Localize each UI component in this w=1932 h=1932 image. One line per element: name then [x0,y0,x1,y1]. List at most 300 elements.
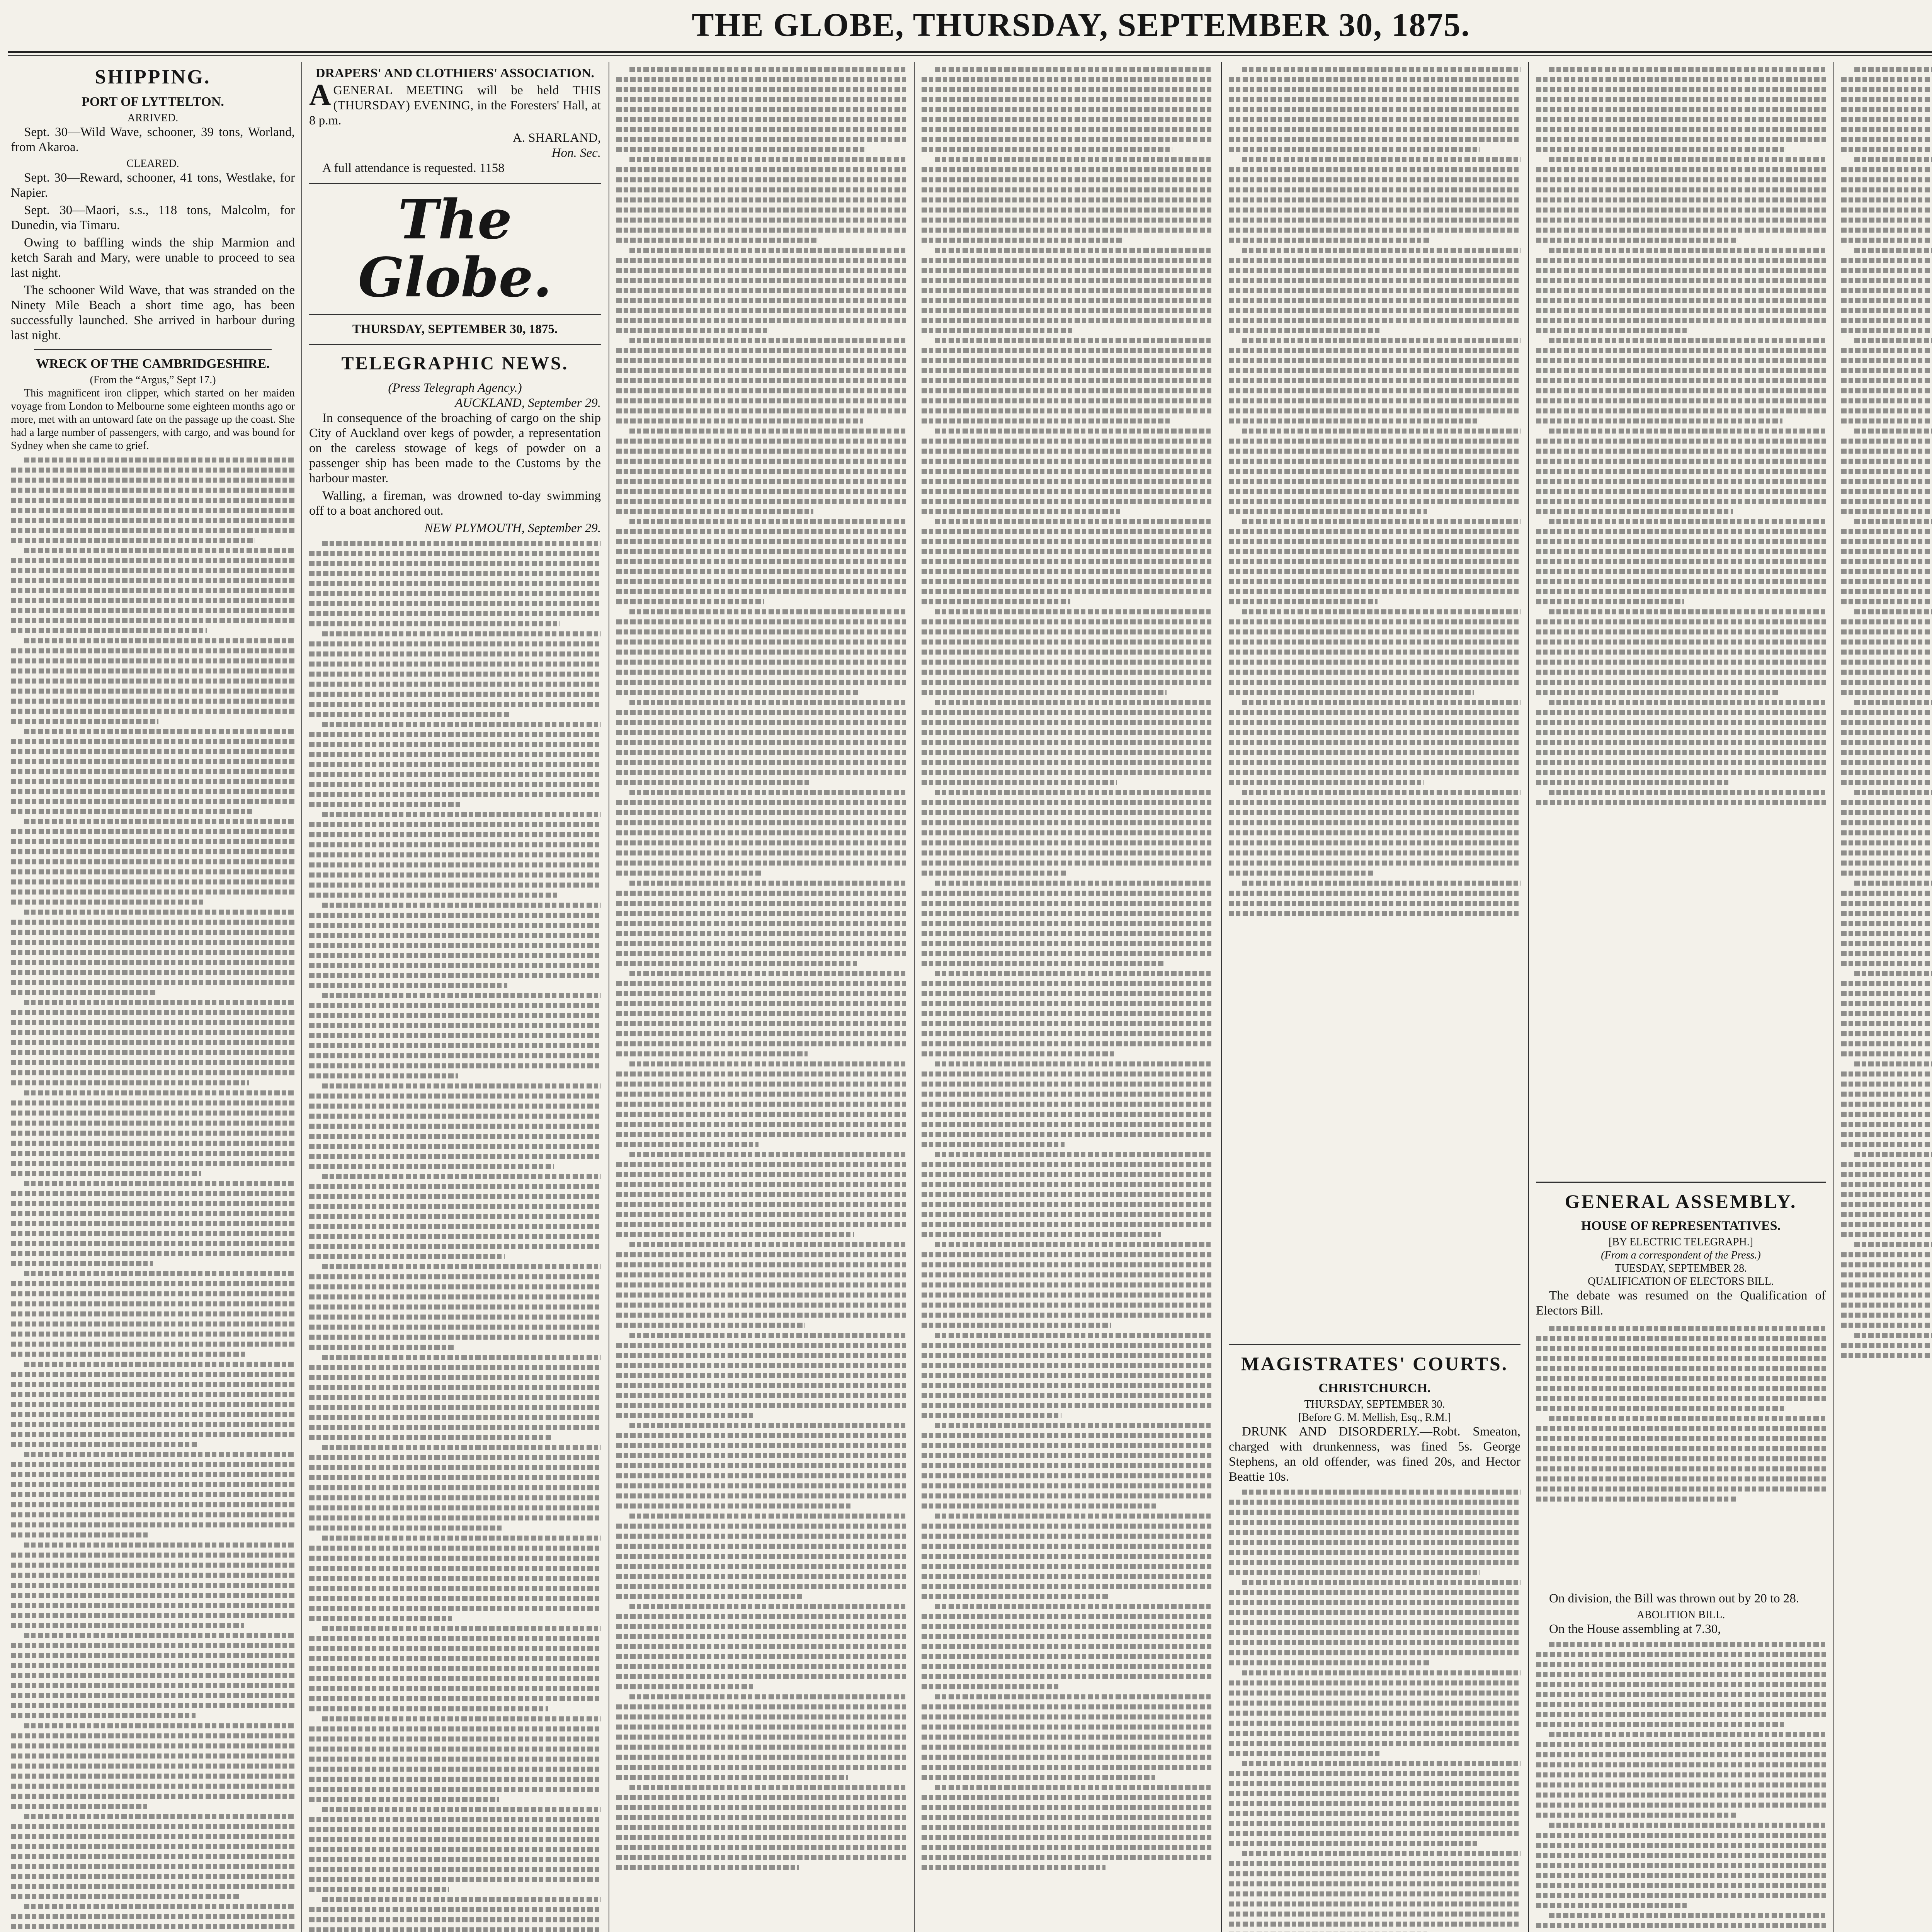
text-line-texture [935,1242,1213,1247]
text-line-texture [935,1061,1213,1066]
text-line-texture [1229,901,1520,906]
text-line-texture [309,1747,601,1752]
text-line-texture [322,1264,601,1269]
text-line-texture [922,1162,1213,1167]
text-line-texture [309,1164,554,1169]
text-line-texture [922,770,1213,775]
text-line-texture [1841,559,1932,564]
text-line-texture [1536,459,1826,464]
text-line-texture [629,429,906,434]
text-line-texture [11,1301,295,1306]
text-line-texture [322,541,601,546]
text-line-texture [11,668,295,673]
text-line-texture [1841,398,1932,403]
text-line-texture [1536,1346,1826,1351]
text-line-texture [1841,911,1932,916]
text-line-texture [309,1656,601,1661]
text-line-texture [1536,1873,1826,1878]
text-line-texture [322,1445,601,1450]
text-line-texture [922,1443,1213,1448]
text-line-texture [24,457,295,463]
text-line-texture [922,750,1213,755]
text-line-texture [922,1373,1213,1378]
text-line-texture [11,1743,295,1748]
text-line-texture [616,509,813,514]
text-line-texture [1536,107,1826,112]
text-line-texture [1841,619,1932,624]
text-line-texture [11,709,295,714]
text-line-texture [922,499,1213,504]
text-line-texture [309,1515,601,1520]
text-line-texture [11,739,295,744]
text-line-texture [1841,871,1932,876]
cleared-entry: Sept. 30—Maori, s.s., 118 tons, Malcolm, for Dunedin, via Timaru. [11,203,295,232]
text-line-texture [616,680,906,685]
text-line-texture [616,1041,906,1046]
text-line-texture [1841,77,1932,82]
text-line-texture [1229,1891,1520,1896]
text-line-texture [935,881,1213,886]
text-line-texture [922,1825,1213,1830]
text-line-texture [616,1293,906,1298]
text-line-texture [629,1604,906,1609]
text-line-texture [11,930,295,935]
text-line-texture [1841,991,1932,996]
text-line-texture [935,1152,1213,1157]
text-line-texture [922,469,1213,474]
text-line-texture [309,1817,601,1822]
text-line-texture [616,1393,906,1398]
text-line-texture [1229,619,1520,624]
text-line-texture [616,1855,906,1860]
text-line-texture [1229,117,1520,122]
text-line-texture [922,368,1213,373]
text-line-texture [616,1614,906,1619]
column-divider [914,62,915,1932]
text-line-texture [616,268,906,273]
text-line-texture [309,1184,601,1189]
text-line-texture [616,1584,906,1589]
text-line-texture [11,1291,295,1296]
text-line-texture [11,1281,295,1286]
text-line-texture [616,931,906,936]
text-line-texture [11,1522,295,1527]
text-line-texture [1841,318,1932,323]
text-line-texture [1841,810,1932,815]
text-line-texture [1229,911,1520,916]
text-line-texture [1841,207,1932,213]
text-line-texture [922,1503,1158,1509]
text-line-texture [922,197,1213,202]
text-line-texture [922,1614,1213,1619]
text-line-texture [922,1755,1213,1760]
text-line-texture [922,1021,1213,1026]
text-line-texture [309,1114,601,1119]
article-body-filler [11,457,295,1932]
text-line-texture [1229,690,1474,695]
text-line-texture [1536,1833,1826,1838]
text-line-texture [616,1001,906,1006]
column-1 [11,62,295,1932]
telegram: Walling, a fireman, was drowned to-day swimming off to a boat anchored out. [309,489,601,518]
text-line-texture [1854,1242,1932,1247]
text-line-texture [922,1212,1213,1217]
text-line-texture [11,779,295,784]
text-line-texture [616,368,906,373]
text-line-texture [1841,469,1932,474]
text-line-texture [24,1362,295,1367]
text-line-texture [922,1202,1213,1207]
text-line-texture [616,639,906,645]
text-line-texture [616,1182,906,1187]
text-line-texture [935,790,1213,795]
text-line-texture [309,1736,601,1742]
text-line-texture [1229,670,1520,675]
text-line-texture [616,559,906,564]
text-line-texture [1229,529,1520,534]
text-line-texture [309,1003,601,1008]
text-line-texture [322,1897,601,1902]
drapers-sign-title: Hon. Sec. [551,146,601,160]
text-line-texture [11,1683,295,1688]
text-line-texture [1841,278,1932,283]
text-line-texture [1229,479,1520,484]
text-line-texture [11,1532,150,1537]
text-line-texture [922,569,1213,574]
text-line-texture [309,923,601,928]
debate-text: The debate was resumed on the Qualification of Electors Bill. [1536,1289,1826,1318]
text-line-texture [1536,127,1826,132]
text-line-texture [922,147,1172,152]
text-line-texture [1854,971,1932,976]
text-line-texture [1536,1386,1826,1391]
text-line-texture [922,1704,1213,1709]
text-line-texture [616,288,906,293]
text-line-texture [1549,1642,1826,1647]
text-line-texture [922,1554,1213,1559]
text-line-texture [935,1785,1213,1790]
text-line-texture [11,1663,295,1668]
text-line-texture [616,1674,906,1679]
text-line-texture [1536,449,1826,454]
text-line-texture [1841,489,1932,494]
text-line-texture [922,1252,1213,1257]
text-line-texture [922,288,1213,293]
text-line-texture [1229,1731,1520,1736]
text-line-texture [922,1403,1213,1408]
text-line-texture [11,1492,295,1497]
text-line-texture [1536,1446,1826,1451]
text-line-texture [1229,559,1520,564]
text-line-texture [309,1244,601,1249]
text-line-texture [309,1646,601,1651]
text-line-texture [1549,700,1826,705]
text-line-texture [24,1814,295,1819]
text-line-texture [1536,388,1826,393]
text-line-texture [1229,509,1427,514]
text-line-texture [1536,1652,1826,1657]
wreck-source: (From the “Argus,” Sept 17.) [90,374,216,386]
text-line-texture [922,639,1213,645]
arrived-label: ARRIVED. [127,112,179,124]
text-line-texture [1229,861,1520,866]
text-line-texture [922,961,1164,966]
text-line-texture [922,1855,1213,1860]
text-line-texture [629,1514,906,1519]
text-line-texture [11,1372,295,1377]
text-line-texture [1536,639,1826,645]
text-line-texture [616,941,906,946]
text-line-texture [1841,449,1932,454]
text-line-texture [309,1304,601,1310]
bill-heading: ABOLITION BILL. [1636,1609,1725,1621]
text-line-texture [1229,871,1375,876]
text-line-texture [11,980,295,985]
text-line-texture [616,589,906,594]
text-line-texture [11,1261,153,1266]
text-line-texture [616,147,866,152]
text-line-texture [616,1323,805,1328]
text-line-texture [11,920,295,925]
text-line-texture [309,1546,601,1551]
text-line-texture [24,1452,295,1457]
text-line-texture [922,107,1213,112]
text-line-texture [1229,408,1520,413]
text-line-texture [922,1574,1213,1579]
text-line-texture [1536,87,1826,92]
text-line-texture [1841,961,1932,966]
text-line-texture [1536,288,1826,293]
text-line-texture [1242,790,1520,795]
text-line-texture [1229,750,1520,755]
text-line-texture [616,358,906,363]
text-line-texture [922,539,1213,544]
text-line-texture [922,439,1213,444]
drapers-heading: DRAPERS' AND CLOTHIERS' ASSOCIATION. [315,66,595,80]
text-line-texture [1229,639,1520,645]
text-line-texture [1536,278,1826,283]
text-line-texture [1841,549,1932,554]
text-line-texture [309,933,601,938]
text-line-texture [1841,750,1932,755]
text-line-texture [922,1142,1065,1147]
text-line-texture [309,692,601,697]
text-line-texture [922,1343,1213,1348]
text-line-texture [616,1725,906,1730]
text-line-texture [309,1134,601,1139]
text-line-texture [922,1524,1213,1529]
text-line-texture [922,760,1213,765]
shipping-paragraph: Owing to baffling winds the ship Marmion and ketch Sarah and Mary, were unable to proceed to sea last night. [11,236,295,280]
text-line-texture [616,1775,848,1780]
text-line-texture [1229,218,1520,223]
text-line-texture [11,608,295,613]
court-bench: [Before G. M. Mellish, Esq., R.M.] [1298,1412,1451,1423]
text-line-texture [922,1323,1111,1328]
text-line-texture [922,830,1213,835]
text-line-texture [922,268,1213,273]
text-line-texture [1841,459,1932,464]
correspondent-note: (From a correspondent of the Press.) [1601,1249,1761,1261]
text-line-texture [1536,1466,1826,1471]
text-line-texture [309,591,601,596]
text-line-texture [309,1777,601,1782]
text-line-texture [616,258,906,263]
text-line-texture [309,752,601,757]
text-line-texture [616,87,906,92]
article-body-filler [616,67,906,1870]
text-line-texture [11,869,295,874]
text-line-texture [1536,760,1826,765]
text-line-texture [922,780,1117,785]
text-line-texture [1229,1570,1480,1575]
text-line-texture [309,963,601,968]
text-line-texture [616,177,906,182]
text-line-texture [1841,680,1932,685]
text-line-texture [1841,137,1932,142]
text-line-texture [309,1566,601,1571]
text-line-texture [11,1040,295,1045]
text-line-texture [24,1633,295,1638]
text-line-texture [1229,1560,1520,1565]
text-line-texture [616,599,764,604]
text-line-texture [1536,1893,1826,1898]
text-line-texture [309,621,560,626]
text-line-texture [11,648,295,653]
text-line-texture [11,1874,295,1879]
text-line-texture [616,107,906,112]
text-line-texture [309,1385,601,1390]
text-line-texture [616,850,906,855]
text-line-texture [1229,469,1520,474]
text-line-texture [1841,1071,1932,1077]
text-line-texture [616,901,906,906]
text-line-texture [616,1021,906,1026]
text-line-texture [1536,1672,1826,1677]
text-line-texture [1536,439,1826,444]
text-line-texture [1536,408,1826,413]
text-line-texture [309,1405,601,1410]
text-line-texture [1229,629,1520,634]
text-line-texture [922,1845,1213,1850]
text-line-texture [1841,660,1932,665]
text-line-texture [11,1794,295,1799]
column-7 [1841,62,1932,1932]
text-line-texture [616,629,906,634]
text-line-texture [11,889,295,895]
text-line-texture [1536,418,1782,423]
text-line-texture [922,1463,1213,1468]
text-line-texture [922,218,1213,223]
text-line-texture [11,1080,249,1085]
text-line-texture [309,651,601,656]
text-line-texture [11,1623,244,1628]
text-line-texture [1229,1781,1520,1786]
text-line-texture [616,418,863,423]
text-line-texture [11,1553,295,1558]
text-line-texture [1536,1903,1687,1908]
text-line-texture [309,883,601,888]
text-line-texture [1536,1813,1736,1818]
text-line-texture [616,449,906,454]
text-line-texture [629,971,906,976]
text-line-texture [616,1313,906,1318]
text-line-texture [1854,700,1932,705]
text-line-texture [11,699,295,704]
text-line-texture [922,378,1213,383]
text-line-texture [1841,388,1932,393]
dateline: THURSDAY, SEPTEMBER 30, 1875. [352,322,558,336]
text-line-texture [11,849,295,854]
text-line-texture [11,1321,295,1327]
text-line-texture [1841,589,1932,594]
text-line-texture [1242,700,1520,705]
text-line-texture [1841,921,1932,926]
text-line-texture [616,1815,906,1820]
text-line-texture [11,1070,295,1075]
text-line-texture [11,809,252,814]
article-body-filler [1536,1321,1826,1591]
text-line-texture [1841,1323,1932,1328]
text-line-texture [1536,539,1826,544]
text-line-texture [309,1556,601,1561]
text-line-texture [1536,1662,1826,1667]
text-line-texture [1536,1376,1826,1381]
text-line-texture [1841,127,1932,132]
article-body-filler [1536,62,1826,1175]
text-line-texture [11,1251,295,1256]
text-line-texture [11,1241,295,1246]
text-line-texture [616,1071,906,1077]
text-line-texture [1549,157,1826,162]
text-line-texture [1536,619,1826,624]
text-line-texture [1229,1540,1520,1545]
text-line-texture [11,940,295,945]
text-line-texture [1229,891,1520,896]
text-line-texture [1229,850,1520,855]
text-line-texture [11,1161,295,1166]
text-line-texture [11,759,295,764]
wreck-heading: WRECK OF THE CAMBRIDGESHIRE. [36,357,270,371]
text-line-texture [1841,228,1932,233]
divider [1229,1344,1520,1345]
text-line-texture [309,973,601,978]
text-line-texture [11,1442,198,1447]
text-line-texture [309,1696,601,1701]
text-line-texture [616,840,906,845]
text-line-texture [616,378,906,383]
text-line-texture [1841,1353,1932,1358]
text-line-texture [922,911,1213,916]
text-line-texture [922,408,1213,413]
text-line-texture [616,1112,906,1117]
text-line-texture [11,658,295,663]
text-line-texture [1536,147,1785,152]
text-line-texture [935,1694,1213,1699]
text-line-texture [1229,187,1520,192]
text-line-texture [11,1141,295,1146]
text-line-texture [1229,127,1520,132]
text-line-texture [309,782,601,787]
text-line-texture [11,1121,295,1126]
text-line-texture [322,631,601,636]
text-line-texture [922,137,1213,142]
text-line-texture [1841,1082,1932,1087]
text-line-texture [1242,338,1520,343]
text-line-texture [1536,207,1826,213]
text-line-texture [1854,609,1932,614]
text-line-texture [616,1082,906,1087]
